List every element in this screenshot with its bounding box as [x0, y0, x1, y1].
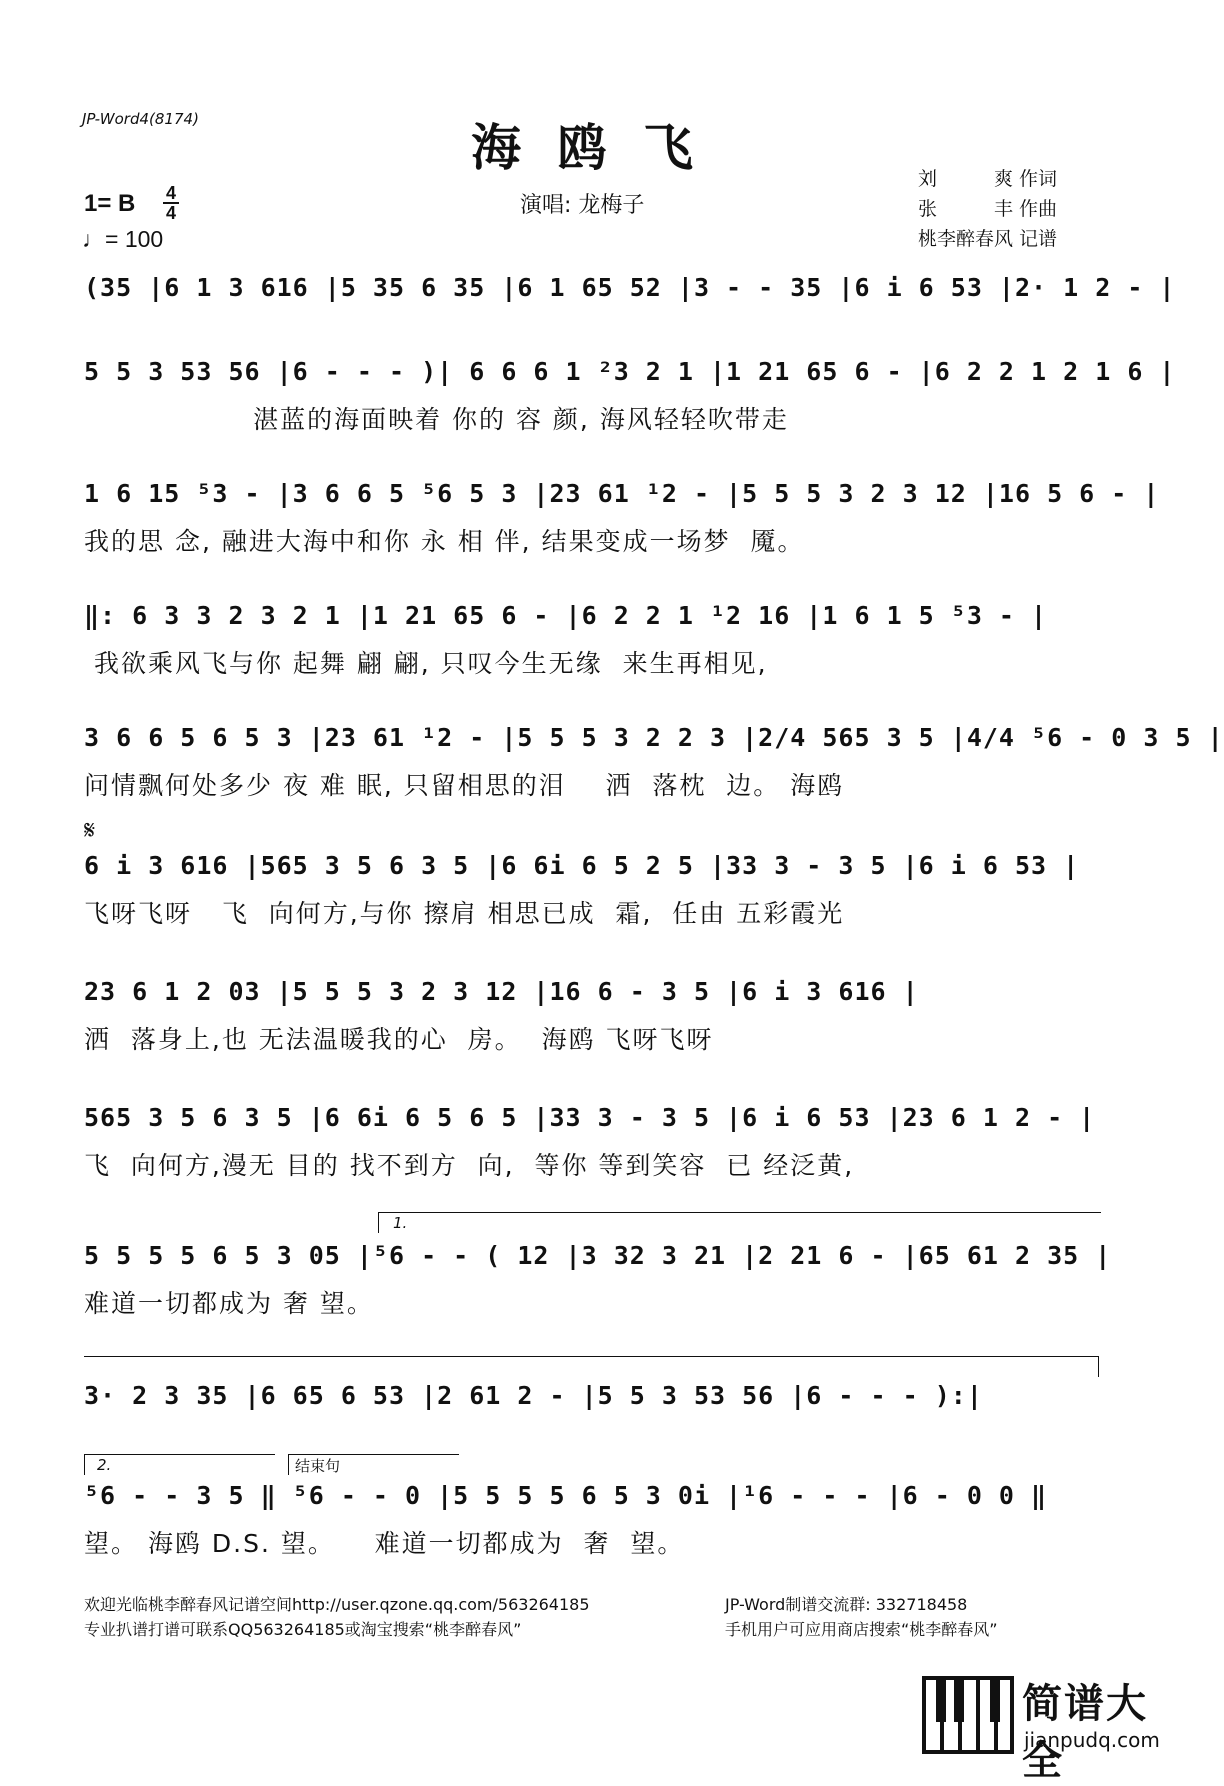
- notes-line: (35 |6 1 3 616 |5 35 6 35 |6 1 65 52 |3 - - 35 |6 i 6 53 |2· 1 2 - |: [84, 273, 1176, 302]
- composer-credit: 张 丰 作曲: [918, 198, 1058, 220]
- footer-left: [84, 1592, 590, 1642]
- lyricist-credit: 刘 爽 作词: [918, 168, 1058, 190]
- lyrics-line: 难道一切都成为 奢 望。: [84, 1289, 374, 1318]
- score-line-2: [84, 352, 1176, 464]
- notes-line: 3· 2 3 35 |6 65 6 53 |2 61 2 - |5 5 3 53 56 |6 - - - ):|: [84, 1381, 983, 1410]
- score-line-11: [84, 1476, 1104, 1588]
- score-line-5: [84, 718, 1224, 830]
- ending-bracket: [288, 1454, 459, 1475]
- lyrics-line: 望。 海鸥 D.S. 望。 难道一切都成为 奢 望。: [84, 1529, 685, 1558]
- lyrics-line: 我的思 念, 融进大海中和你 永 相 伴, 结果变成一场梦 魇。: [84, 527, 805, 556]
- score-line-7: [84, 972, 1104, 1084]
- score-line-9: [84, 1236, 1112, 1348]
- piano-keys-icon: [922, 1676, 1014, 1754]
- credits-block: [918, 164, 1057, 254]
- volta-2-label: 2.: [97, 1456, 112, 1474]
- site-logo: [922, 1672, 1186, 1784]
- notes-line: ⁵6 - - 3 5 ‖ ⁵6 - - 0 |5 5 5 5 6 5 3 0i |¹6 - - - |6 - 0 0 ‖: [84, 1481, 1048, 1510]
- notes-line: 5 5 3 53 56 |6 - - - )| 6 6 6 1 ²3 2 1 |1 21 65 6 - |6 2 2 1 2 1 6 |: [84, 357, 1176, 386]
- score-line-3: [84, 474, 1160, 586]
- ending-label: 结束句: [295, 1457, 341, 1475]
- logo-title: 简谱大全: [1022, 1681, 1148, 1784]
- logo-url: jianpudq.com: [1024, 1728, 1160, 1752]
- segno-sign: 𝄋: [84, 816, 96, 846]
- volta-bracket-2: [84, 1454, 275, 1475]
- time-signature: [163, 184, 179, 222]
- score-line-6: [84, 816, 1104, 958]
- footer-right: [725, 1592, 998, 1642]
- tempo-marking: ♩= 100: [82, 226, 164, 252]
- volta-1-label: 1.: [393, 1214, 408, 1232]
- lyrics-line: 问情飘何处多少 夜 难 眠, 只留相思的泪 洒 落枕 边。 海鸥: [84, 771, 845, 800]
- singer-credit: 演唱: 龙梅子: [520, 193, 645, 218]
- lyrics-line: 飞呀飞呀 飞 向何方,与你 擦肩 相思已成 霜, 任由 五彩霞光: [84, 899, 845, 928]
- lyrics-line: [84, 316, 1104, 356]
- notes-line: 1 6 15 ⁵3 - |3 6 6 5 ⁵6 5 3 |23 61 ¹2 - |5 5 5 3 2 3 12 |16 5 6 - |: [84, 479, 1160, 508]
- notes-line: 23 6 1 2 03 |5 5 5 3 2 3 12 |16 6 - 3 5 |6 i 3 616 |: [84, 977, 919, 1006]
- footer-line-4: 手机用户可应用商店搜索“桃李醉春风”: [725, 1620, 998, 1639]
- footer-line-3: JP-Word制谱交流群: 332718458: [725, 1595, 968, 1614]
- meter-top: 4: [165, 183, 176, 203]
- score-line-8: [84, 1098, 1104, 1210]
- lyrics-line: 飞 向何方,漫无 目的 找不到方 向, 等你 等到笑容 已 经泛黄,: [84, 1151, 855, 1180]
- footer-line-2: 专业扒谱打谱可联系QQ563264185或淘宝搜索“桃李醉春风”: [84, 1620, 522, 1639]
- transcriber-credit: 桃李醉春风 记谱: [918, 228, 1058, 250]
- lyrics-line: 洒 落身上,也 无法温暖我的心 房。 海鸥 飞呀飞呀: [84, 1025, 714, 1054]
- lyrics-line: 我欲乘风飞与你 起舞 翩 翩, 只叹今生无缘 来生再相见,: [84, 649, 768, 678]
- key-signature: 1= B: [84, 190, 136, 217]
- footer-line-1: 欢迎光临桃李醉春风记谱空间http://user.qzone.qq.com/563264185: [84, 1595, 590, 1614]
- volta-bracket-1: [378, 1212, 1101, 1233]
- meter-bottom: 4: [165, 203, 176, 223]
- notes-line: ‖: 6 3 3 2 3 2 1 |1 21 65 6 - |6 2 2 1 ¹2 16 |1 6 1 5 ⁵3 - |: [84, 601, 1048, 630]
- software-version: JP-Word4(8174): [82, 110, 199, 128]
- score-line-4: [84, 596, 1104, 708]
- notes-line: 6 i 3 616 |565 3 5 6 3 5 |6 6i 6 5 2 5 |33 3 - 3 5 |6 i 6 53 |: [84, 851, 1080, 880]
- notes-line: 5 5 5 5 6 5 3 05 |⁵6 - - ( 12 |3 32 3 21 |2 21 6 - |65 61 2 35 |: [84, 1241, 1112, 1270]
- volta-continuation: [84, 1356, 1099, 1377]
- song-title: 海鸥飞: [471, 118, 729, 177]
- lyrics-line: 湛蓝的海面映着 你的 容 颜, 海风轻轻吹带走: [84, 405, 789, 434]
- notes-line: 3 6 6 5 6 5 3 |23 61 ¹2 - |5 5 5 3 2 2 3 |2/4 565 3 5 |4/4 ⁵6 - 0 3 5 |: [84, 723, 1224, 752]
- notes-line: 565 3 5 6 3 5 |6 6i 6 5 6 5 |33 3 - 3 5 |6 i 6 53 |23 6 1 2 - |: [84, 1103, 1096, 1132]
